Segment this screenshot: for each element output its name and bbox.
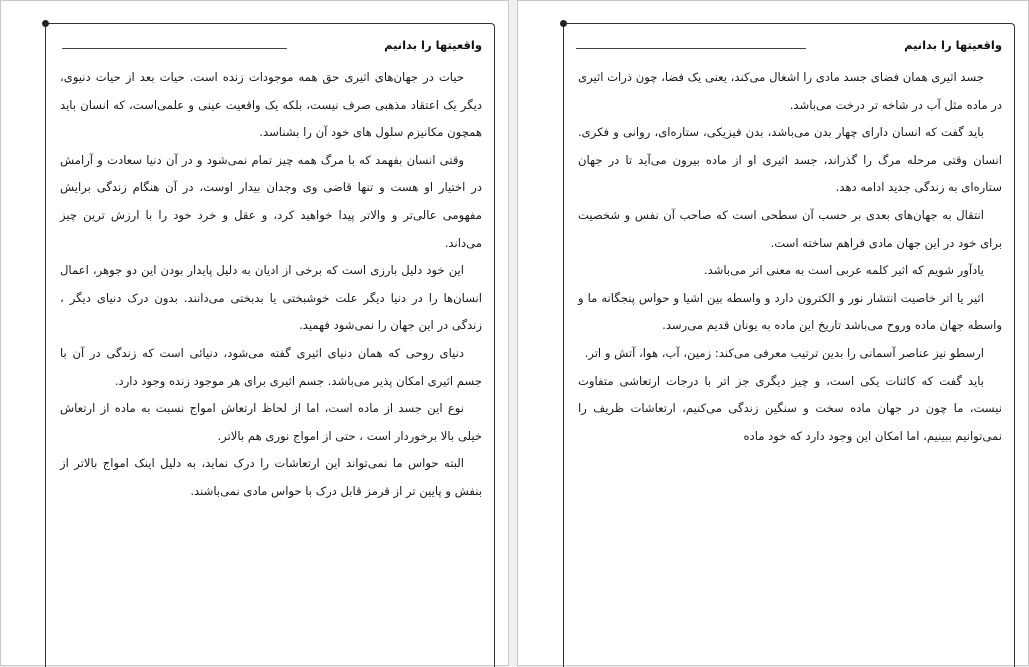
page-frame <box>563 23 1015 667</box>
header-rule <box>576 48 806 49</box>
corner-dot-icon <box>560 20 567 27</box>
page-right <box>517 0 1029 666</box>
paragraph: انتقال به جهان‌های بعدی بر حسب آن سطحی است که صاحب آن نفس و شخصیت برای خود در این جهان مادی فراهم ساخته است. <box>578 207 1002 250</box>
header-title: واقعیتها را بدانیم <box>384 38 482 52</box>
page-left <box>0 0 509 666</box>
header-rule <box>62 48 287 49</box>
paragraph: باید گفت که کائنات یکی است، و چیز دیگری جز اتر با درجات ارتعاشی متفاوت نیست، ما چون در جهان ماده سخت و سنگین زندگی می‌کنیم، ارتعاشات ظریف را نمی‌توانیم ببینیم، اما امکان این وجود دارد که خود ماده <box>578 373 1002 443</box>
page-header <box>46 38 494 58</box>
paragraph: باید گفت که انسان دارای چهار بدن می‌باشد، بدن فیزیکی، ستاره‌ای، روانی و فکری. انسان وقتی مرحله مرگ را گذراند، جسد اثیری او از ماده بیرون می‌آید تا در جهان ستاره‌ای به زندگی جدید ادامه دهد. <box>578 125 1002 195</box>
paragraph: جسد اثیری همان فضای جسد مادی را اشغال می‌کند، یعنی یک فضا، چون ذرات اثیری در ماده مثل آب در شاخه تر درخت می‌باشد. <box>578 70 1002 112</box>
header-title: واقعیتها را بدانیم <box>904 38 1002 52</box>
page-body <box>578 64 1002 450</box>
paragraph: حیات در جهان‌های اثیری حق همه موجودات زنده است. حیات بعد از حیات دنیوی، دیگر یک اعتقاد مذهبی صرف نیست، بلکه یک واقعیت عینی و علمی‌است، که انسان باید همچون مکانیزم سلول های خود آن را بشناسد. <box>60 70 482 140</box>
page-frame <box>45 23 495 667</box>
paragraph: البته حواس ما نمی‌تواند این ارتعاشات را درک نماید، به دلیل اینک امواج بالاتر از بنفش و پایین تر از قرمز قابل درک با حواس مادی نمی‌باشند. <box>60 456 482 498</box>
paragraph: دنیای روحی که همان دنیای اثیری گفته می‌شود، دنیائی است که زندگی در آن با جسم اثیری امکان پذیر می‌باشد. جسم اثیری برای هر موجود زنده وجود دارد. <box>60 345 482 388</box>
paragraph: این خود دلیل بارزی است که برخی از ادیان به دلیل پایدار بودن این دو جوهر، اعمال انسان‌ها را در دنیا دیگر علت خوشبختی یا بدبختی می‌دانند. بدون درک دنیای دیگر ، زندگی در این جهان را نمی‌شود فهمید. <box>60 263 482 333</box>
corner-dot-icon <box>42 20 49 27</box>
paragraph: یادآور شویم که اثیر کلمه عربی است به معنی اتر می‌باشد. <box>703 263 984 278</box>
paragraph: وقتی انسان بفهمد که با مرگ همه چیز تمام نمی‌شود و در آن دنیا سعادت و آرامش در اختیار او هست و تنها قاضی وی وجدان بیدار اوست، در آن هنگام زندگی برایش مفهومی عالی‌تر و والاتر پیدا خواهید کرد، و عقل و خرد خود را با ارزش ترین چیز می‌داند. <box>60 152 482 250</box>
paragraph: نوع این جسد از ماده است، اما از لحاظ ارتعاش امواج نسبت به ماده از ارتعاش خیلی بالا برخوردار است ، حتی از امواج نوری هم بالاتر. <box>60 401 482 443</box>
page-body <box>60 64 482 506</box>
paragraph: ارسطو نیز عناصر آسمانی را بدین ترتیب معرفی می‌کند: زمین، آب، هوا، آتش و اتر. <box>584 345 984 360</box>
paragraph: اثیر یا اتر خاصیت انتشار نور و الکترون دارد و واسطه بین اشیا و حواس پنجگانه ما و واسطه جهان ماده وروح می‌باشد تاریخ این ماده به یونان قدیم می‌رسد. <box>578 290 1002 333</box>
page-header <box>564 38 1014 58</box>
